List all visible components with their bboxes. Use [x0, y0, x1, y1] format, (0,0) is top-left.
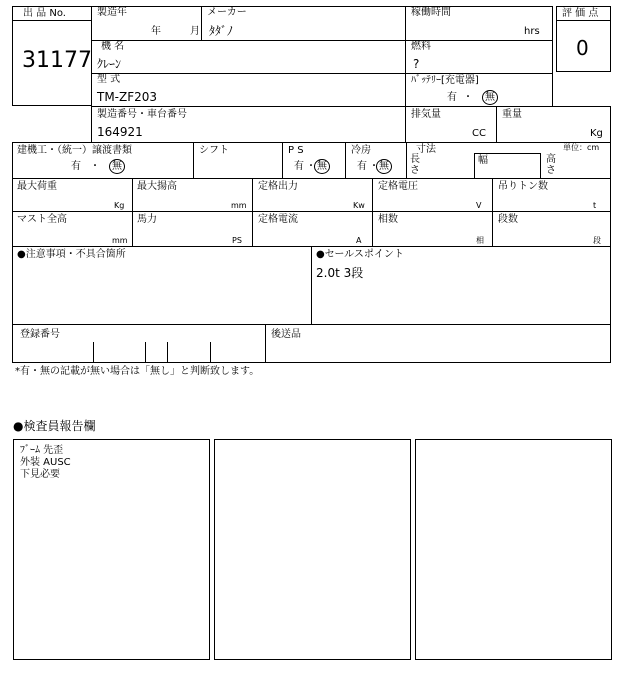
cooler-dot: ・: [369, 161, 379, 172]
height-label-text: 高 さ: [546, 154, 556, 176]
lift-ton-label: 吊りトン数: [498, 181, 548, 192]
after-ship-label: 後送品: [271, 329, 301, 340]
reg-no-divider: [210, 342, 211, 363]
grade-value: 0: [576, 36, 589, 60]
rated-output-label: 定格出力: [258, 181, 298, 192]
rated-voltage-label: 定格電圧: [378, 181, 418, 192]
rated-output-unit: Kw: [353, 201, 365, 210]
displacement-unit: CC: [472, 128, 486, 139]
ps-dot: ・: [306, 161, 316, 172]
sales-text: 2.0t 3段: [316, 266, 364, 280]
height-label: [546, 154, 556, 176]
weight-label: 重量: [502, 109, 522, 120]
rated-current-label: 定格電流: [258, 214, 298, 225]
model-name-label: 機 名: [101, 41, 125, 52]
model-name-cell: [91, 40, 406, 74]
length-label-text: 長 さ: [410, 154, 420, 176]
mast-height-label: マスト全高: [17, 214, 67, 225]
max-load-label: 最大荷重: [17, 181, 57, 192]
cooler-label: 冷房: [351, 145, 371, 156]
mast-height-unit: mm: [112, 236, 128, 245]
rated-current-unit: A: [356, 236, 362, 245]
lift-ton-unit: t: [593, 201, 597, 210]
inspector-note-line: 下見必要: [20, 469, 60, 480]
transfer-doc-none-circled: 無: [109, 159, 125, 174]
fuel-label: 燃料: [411, 41, 431, 52]
max-lift-unit: mm: [231, 201, 247, 210]
inspector-note-line: 外装 AUSC: [20, 457, 71, 468]
hours-unit: hrs: [524, 26, 540, 37]
after-ship-cell: [265, 324, 611, 363]
inspector-section-title: ●検査員報告欄: [13, 419, 96, 433]
dims-unit: 単位：cm: [563, 143, 600, 152]
grade-label: 評 価 点: [562, 8, 599, 19]
dims-label: 寸法: [416, 144, 436, 155]
length-label: [410, 154, 420, 176]
reg-no-divider: [145, 342, 146, 363]
max-load-unit: Kg: [114, 201, 125, 210]
model-name-value: ｸﾚｰﾝ: [97, 57, 122, 71]
maker-value: ﾀﾀﾞﾉ: [209, 24, 234, 38]
rated-voltage-unit: V: [476, 201, 482, 210]
hours-label: 稼働時間: [411, 7, 451, 18]
transfer-doc-yes: 有: [71, 161, 81, 172]
width-label: 幅: [478, 155, 488, 166]
weight-unit: Kg: [590, 128, 603, 139]
mfg-year-label: 製造年: [97, 7, 127, 18]
footnote: *有・無の記載が無い場合は「無し」と判断致します。: [15, 366, 260, 377]
stages-label: 段数: [498, 214, 518, 225]
inspector-note-line: ﾌﾞｰﾑ 先歪: [20, 445, 64, 456]
horsepower-unit: PS: [232, 236, 242, 245]
reg-no-divider: [93, 342, 94, 363]
battery-none-circled: 無: [482, 90, 498, 105]
serial-value: 164921: [97, 125, 143, 139]
inspector-box-2: [214, 439, 411, 660]
horsepower-label: 馬力: [137, 214, 157, 225]
maker-label: メーカー: [207, 7, 247, 18]
month-unit: 月: [190, 26, 200, 37]
phase-unit: 相: [476, 236, 484, 245]
cooler-yes: 有: [357, 161, 367, 172]
transfer-doc-label: 建機工・（統一）譲渡書類: [17, 145, 132, 156]
reg-no-divider: [167, 342, 168, 363]
inspector-box-3: [415, 439, 612, 660]
battery-label: ﾊﾞｯﾃﾘｰ[充電器]: [411, 75, 479, 86]
ps-none-circled: 無: [314, 159, 330, 174]
max-lift-label: 最大揚高: [137, 181, 177, 192]
phase-label: 相数: [378, 214, 398, 225]
cooler-none-circled: 無: [376, 159, 392, 174]
displacement-label: 排気量: [411, 109, 441, 120]
transfer-doc-dot: ・: [90, 161, 100, 172]
reg-no-label: 登録番号: [20, 329, 60, 340]
ps-label: P S: [288, 145, 304, 156]
serial-label: 製造番号・車台番号: [97, 109, 187, 120]
lot-no-value: 31177: [22, 48, 92, 73]
ps-yes: 有: [294, 161, 304, 172]
shift-label: シフト: [199, 145, 229, 156]
lot-no-label: 出 品 No.: [23, 8, 66, 19]
stages-unit: 段: [593, 236, 601, 245]
type-value: TM-ZF203: [97, 90, 158, 104]
year-unit: 年: [151, 26, 161, 37]
sales-label: ●セールスポイント: [316, 249, 404, 260]
battery-dot: ・: [463, 92, 473, 103]
type-label: 型 式: [97, 74, 121, 85]
notes-label: ●注意事項・不具合箇所: [17, 249, 126, 260]
fuel-value: ?: [413, 57, 420, 71]
battery-yes: 有: [447, 92, 457, 103]
